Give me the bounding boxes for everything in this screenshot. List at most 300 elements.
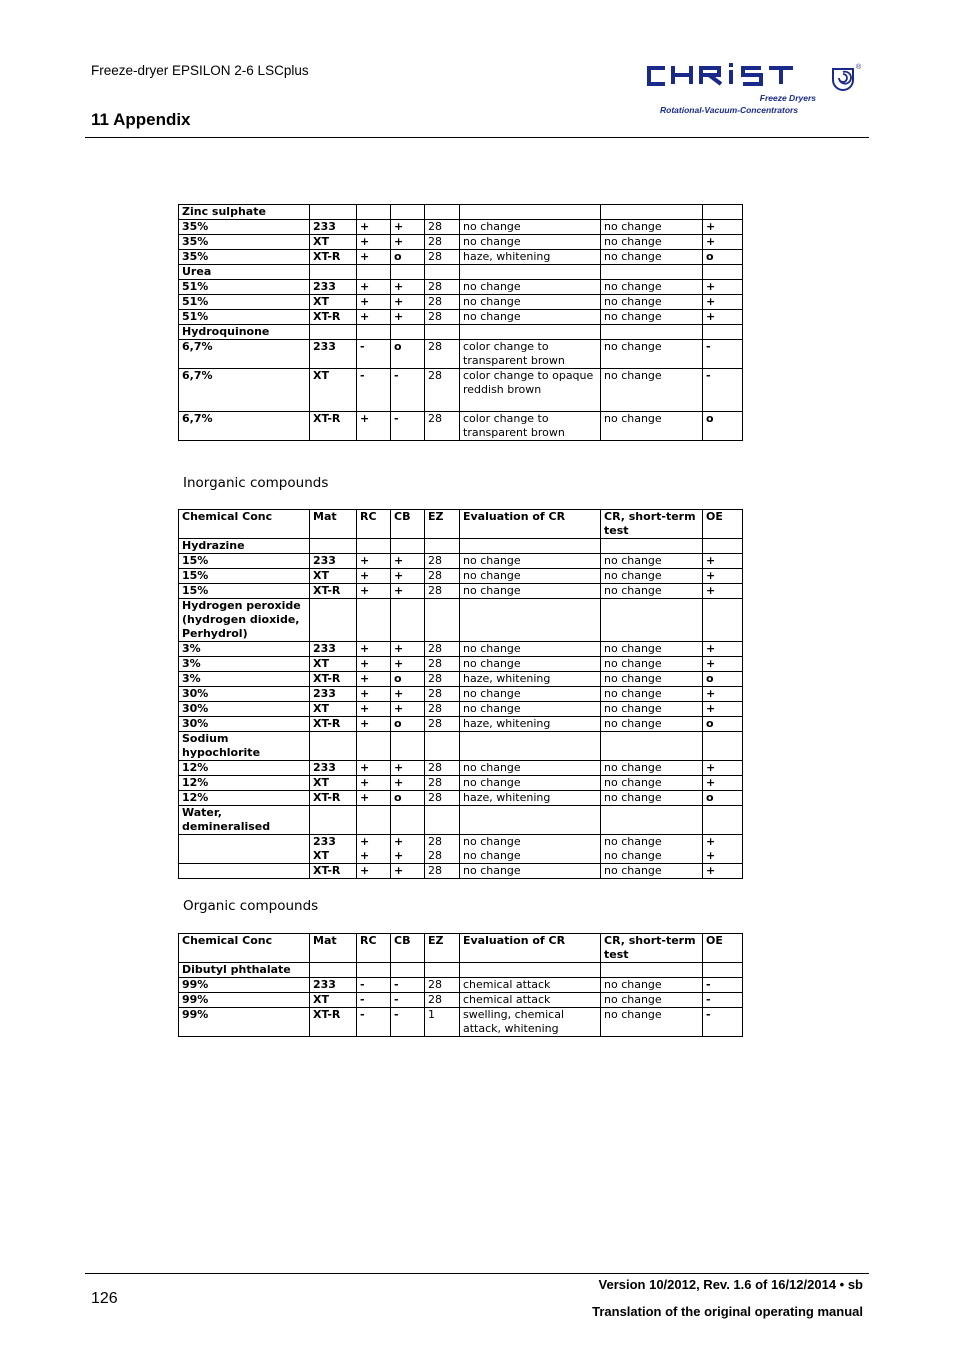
cell-cb: -	[391, 1008, 425, 1037]
group-row	[179, 732, 743, 761]
cell-cb	[391, 732, 425, 761]
cell-cr-short-term-test: no change	[601, 412, 703, 441]
cell-evaluation-of-cr	[460, 732, 601, 761]
cell-evaluation-of-cr: no change	[460, 569, 601, 584]
cell-chemical-conc: Chemical Conc	[179, 934, 310, 963]
cell-evaluation-of-cr: no change	[460, 280, 601, 295]
cell-cr-short-term-test: no change	[601, 702, 703, 717]
cell-cb: +	[391, 569, 425, 584]
cell-mat	[310, 325, 357, 340]
cell-cr-short-term-test: no change	[601, 280, 703, 295]
cell-rc: +	[357, 717, 391, 732]
cell-mat: XT-R	[310, 310, 357, 325]
cell-cr-short-term-test	[601, 963, 703, 978]
cell-cr-short-term-test: no change	[601, 791, 703, 806]
cell-mat: XT-R	[310, 250, 357, 265]
table-row	[179, 657, 743, 672]
cell-chemical-conc: Hydrazine	[179, 539, 310, 554]
cell-cb: CB	[391, 934, 425, 963]
cell-evaluation-of-cr: chemical attack	[460, 993, 601, 1008]
cell-evaluation-of-cr	[460, 806, 601, 835]
table-row	[179, 672, 743, 687]
cell-chemical-conc: 30%	[179, 702, 310, 717]
cell-oe: +	[703, 554, 743, 569]
cell-oe	[703, 539, 743, 554]
cell-oe	[703, 732, 743, 761]
cell-evaluation-of-cr: swelling, chemical attack, whitening	[460, 1008, 601, 1037]
cell-mat: XT	[310, 702, 357, 717]
cell-cr-short-term-test: no change	[601, 993, 703, 1008]
cell-mat: 233	[310, 978, 357, 993]
cell-cr-short-term-test: no change	[601, 584, 703, 599]
cell-evaluation-of-cr: no change	[460, 235, 601, 250]
table-row	[179, 642, 743, 657]
table-row	[179, 280, 743, 295]
cell-oe: -	[703, 340, 743, 369]
cell-chemical-conc: Hydroquinone	[179, 325, 310, 340]
cell-rc: +	[357, 295, 391, 310]
cell-ez: EZ	[425, 510, 460, 539]
cell-ez: 28	[425, 657, 460, 672]
cell-cb: +	[391, 220, 425, 235]
cell-cb: o	[391, 717, 425, 732]
cell-rc	[357, 539, 391, 554]
cell-evaluation-of-cr: haze, whitening	[460, 672, 601, 687]
cell-mat: 233 XT	[310, 835, 357, 864]
cell-oe: +	[703, 220, 743, 235]
cell-chemical-conc	[179, 864, 310, 879]
table-row	[179, 687, 743, 702]
table-header-row	[179, 510, 743, 539]
cell-cr-short-term-test: no change	[601, 717, 703, 732]
table-row	[179, 369, 743, 412]
registered-mark: ®	[856, 64, 862, 71]
cell-cb	[391, 325, 425, 340]
header-rule	[85, 137, 869, 138]
cell-chemical-conc	[179, 835, 310, 864]
cell-ez	[425, 539, 460, 554]
table-row	[179, 412, 743, 441]
cell-cr-short-term-test: no change	[601, 369, 703, 412]
cell-evaluation-of-cr: no change	[460, 642, 601, 657]
cell-evaluation-of-cr: no change	[460, 761, 601, 776]
cell-cr-short-term-test: CR, short-term test	[601, 934, 703, 963]
cell-mat: XT	[310, 657, 357, 672]
table-row	[179, 864, 743, 879]
table-row	[179, 295, 743, 310]
cell-chemical-conc: 35%	[179, 250, 310, 265]
cell-cr-short-term-test: no change	[601, 657, 703, 672]
cell-cr-short-term-test	[601, 732, 703, 761]
cell-ez	[425, 325, 460, 340]
cell-rc: +	[357, 864, 391, 879]
organic-compounds-table	[178, 933, 743, 1037]
cell-oe: +	[703, 776, 743, 791]
cell-evaluation-of-cr	[460, 539, 601, 554]
cell-rc	[357, 599, 391, 642]
group-row	[179, 539, 743, 554]
cell-oe: o	[703, 250, 743, 265]
cell-rc	[357, 806, 391, 835]
cell-rc: +	[357, 642, 391, 657]
cell-mat	[310, 806, 357, 835]
cell-rc: + +	[357, 835, 391, 864]
cell-evaluation-of-cr	[460, 325, 601, 340]
cell-chemical-conc: 51%	[179, 280, 310, 295]
cell-ez: 28	[425, 642, 460, 657]
cell-ez: 28	[425, 295, 460, 310]
cell-rc	[357, 963, 391, 978]
cell-ez: 28	[425, 584, 460, 599]
cell-oe: OE	[703, 510, 743, 539]
cell-cb: -	[391, 412, 425, 441]
cell-rc: +	[357, 554, 391, 569]
cell-rc: -	[357, 369, 391, 412]
cell-cb: +	[391, 687, 425, 702]
cell-mat: 233	[310, 554, 357, 569]
cell-cr-short-term-test: no change	[601, 776, 703, 791]
cell-ez: 28	[425, 776, 460, 791]
cell-oe: -	[703, 978, 743, 993]
cell-rc: -	[357, 978, 391, 993]
cell-chemical-conc: Sodium hypochlorite	[179, 732, 310, 761]
cell-rc	[357, 205, 391, 220]
cell-evaluation-of-cr: no change	[460, 310, 601, 325]
cell-chemical-conc: 15%	[179, 569, 310, 584]
cell-ez: 28	[425, 717, 460, 732]
cell-mat: XT	[310, 569, 357, 584]
cell-cr-short-term-test: no change	[601, 761, 703, 776]
document-title: Freeze-dryer EPSILON 2-6 LSCplus	[91, 63, 309, 78]
christ-wordmark	[643, 62, 823, 92]
inorganic-compounds-table	[178, 509, 743, 879]
group-row	[179, 963, 743, 978]
cell-cb: +	[391, 584, 425, 599]
cell-ez: 1	[425, 1008, 460, 1037]
cell-cb: o	[391, 672, 425, 687]
cell-cb: +	[391, 295, 425, 310]
cell-cb: +	[391, 761, 425, 776]
cell-oe: -	[703, 369, 743, 412]
cell-cr-short-term-test: no change	[601, 1008, 703, 1037]
cell-rc: +	[357, 584, 391, 599]
cell-cb	[391, 205, 425, 220]
cell-ez	[425, 806, 460, 835]
cell-cb: -	[391, 993, 425, 1008]
cell-cb: +	[391, 776, 425, 791]
table-row	[179, 776, 743, 791]
cell-mat: XT-R	[310, 864, 357, 879]
cell-ez: 28	[425, 310, 460, 325]
cell-chemical-conc: 6,7%	[179, 340, 310, 369]
table-row	[179, 235, 743, 250]
cell-cr-short-term-test: no change	[601, 250, 703, 265]
cell-cb: +	[391, 657, 425, 672]
table-row	[179, 569, 743, 584]
cell-rc: +	[357, 220, 391, 235]
cell-ez: 28	[425, 554, 460, 569]
cell-mat: 233	[310, 220, 357, 235]
cell-cb: +	[391, 235, 425, 250]
resistance-table-continued	[178, 204, 743, 441]
table-row	[179, 993, 743, 1008]
group-row	[179, 265, 743, 280]
cell-evaluation-of-cr	[460, 205, 601, 220]
cell-evaluation-of-cr: no change	[460, 295, 601, 310]
cell-rc: +	[357, 657, 391, 672]
cell-chemical-conc: 3%	[179, 672, 310, 687]
cell-evaluation-of-cr	[460, 599, 601, 642]
cell-cb: +	[391, 642, 425, 657]
cell-oe: +	[703, 569, 743, 584]
cell-rc	[357, 732, 391, 761]
cell-cb	[391, 806, 425, 835]
cell-rc	[357, 265, 391, 280]
cell-chemical-conc: 15%	[179, 584, 310, 599]
cell-mat	[310, 205, 357, 220]
cell-chemical-conc: 30%	[179, 717, 310, 732]
cell-cr-short-term-test: no change	[601, 687, 703, 702]
cell-rc: +	[357, 250, 391, 265]
cell-ez: 28	[425, 235, 460, 250]
table-row	[179, 310, 743, 325]
cell-ez: EZ	[425, 934, 460, 963]
cell-oe: o	[703, 412, 743, 441]
footer-rule	[85, 1273, 869, 1274]
cell-cr-short-term-test: no change	[601, 642, 703, 657]
cell-ez: 28 28	[425, 835, 460, 864]
cell-chemical-conc: 3%	[179, 657, 310, 672]
cell-evaluation-of-cr: no change	[460, 554, 601, 569]
cell-cr-short-term-test: no change	[601, 295, 703, 310]
cell-rc: +	[357, 687, 391, 702]
cell-mat: XT-R	[310, 1008, 357, 1037]
table-row	[179, 340, 743, 369]
cell-cr-short-term-test: no change	[601, 864, 703, 879]
cell-mat: XT	[310, 295, 357, 310]
cell-oe: -	[703, 993, 743, 1008]
cell-evaluation-of-cr: no change	[460, 657, 601, 672]
cell-cb: -	[391, 978, 425, 993]
cell-cr-short-term-test: no change	[601, 978, 703, 993]
cell-oe	[703, 325, 743, 340]
cell-oe: +	[703, 864, 743, 879]
cell-oe	[703, 205, 743, 220]
cell-evaluation-of-cr: color change to transparent brown	[460, 412, 601, 441]
cell-mat: 233	[310, 280, 357, 295]
cell-mat: 233	[310, 642, 357, 657]
cell-mat	[310, 732, 357, 761]
cell-mat: XT-R	[310, 412, 357, 441]
cell-ez	[425, 265, 460, 280]
cell-rc: RC	[357, 934, 391, 963]
cell-evaluation-of-cr: no change no change	[460, 835, 601, 864]
cell-evaluation-of-cr: no change	[460, 687, 601, 702]
cell-chemical-conc: 3%	[179, 642, 310, 657]
cell-chemical-conc: 51%	[179, 295, 310, 310]
cell-cb: + +	[391, 835, 425, 864]
cell-ez: 28	[425, 340, 460, 369]
cell-mat: XT-R	[310, 717, 357, 732]
cell-chemical-conc: 99%	[179, 978, 310, 993]
organic-compounds-title: Organic compounds	[183, 898, 319, 914]
cell-mat: XT-R	[310, 672, 357, 687]
cell-cr-short-term-test: CR, short-term test	[601, 510, 703, 539]
cell-mat: Mat	[310, 934, 357, 963]
cell-oe: +	[703, 310, 743, 325]
cell-oe: +	[703, 761, 743, 776]
cell-ez: 28	[425, 702, 460, 717]
table-header-row	[179, 934, 743, 963]
cell-ez: 28	[425, 250, 460, 265]
group-row	[179, 325, 743, 340]
cell-cb: +	[391, 280, 425, 295]
cell-rc: RC	[357, 510, 391, 539]
cell-ez: 28	[425, 280, 460, 295]
cell-evaluation-of-cr: no change	[460, 776, 601, 791]
cell-chemical-conc: 6,7%	[179, 412, 310, 441]
cell-cb	[391, 963, 425, 978]
section-title: 11 Appendix	[91, 110, 191, 129]
cell-rc: +	[357, 776, 391, 791]
cell-mat: XT	[310, 369, 357, 412]
cell-oe: OE	[703, 934, 743, 963]
cell-cb: o	[391, 791, 425, 806]
logo-tagline-rvc: Rotational-Vacuum-Concentrators	[660, 105, 799, 115]
cell-chemical-conc: Water, demineralised	[179, 806, 310, 835]
cell-mat: 233	[310, 687, 357, 702]
table-row	[179, 761, 743, 776]
cell-chemical-conc: 6,7%	[179, 369, 310, 412]
cell-evaluation-of-cr: no change	[460, 864, 601, 879]
cell-oe: o	[703, 717, 743, 732]
table-row	[179, 717, 743, 732]
cell-evaluation-of-cr: haze, whitening	[460, 791, 601, 806]
cell-oe	[703, 265, 743, 280]
cell-oe: -	[703, 1008, 743, 1037]
cell-evaluation-of-cr: no change	[460, 220, 601, 235]
cell-cr-short-term-test: no change	[601, 569, 703, 584]
cell-chemical-conc: 99%	[179, 993, 310, 1008]
cell-ez: 28	[425, 864, 460, 879]
cell-ez: 28	[425, 687, 460, 702]
cell-chemical-conc: Dibutyl phthalate	[179, 963, 310, 978]
cell-ez: 28	[425, 978, 460, 993]
cell-cb: o	[391, 250, 425, 265]
inorganic-compounds-title: Inorganic compounds	[183, 475, 329, 491]
table-row	[179, 978, 743, 993]
cell-chemical-conc: Chemical Conc	[179, 510, 310, 539]
cell-cr-short-term-test	[601, 806, 703, 835]
table-row	[179, 250, 743, 265]
cell-evaluation-of-cr: color change to transparent brown	[460, 340, 601, 369]
cell-evaluation-of-cr: haze, whitening	[460, 717, 601, 732]
cell-ez: 28	[425, 993, 460, 1008]
cell-mat: XT-R	[310, 791, 357, 806]
cell-rc: +	[357, 791, 391, 806]
cell-cb: -	[391, 369, 425, 412]
cell-ez: 28	[425, 369, 460, 412]
cell-ez	[425, 599, 460, 642]
cell-cr-short-term-test: no change	[601, 235, 703, 250]
table-row	[179, 1008, 743, 1037]
cell-cb: +	[391, 310, 425, 325]
table-row	[179, 702, 743, 717]
cell-oe: o	[703, 672, 743, 687]
cell-evaluation-of-cr	[460, 963, 601, 978]
cell-rc: +	[357, 672, 391, 687]
version-info: Version 10/2012, Rev. 1.6 of 16/12/2014 • sb	[598, 1277, 863, 1292]
cell-cb: +	[391, 554, 425, 569]
cell-oe: +	[703, 642, 743, 657]
cell-evaluation-of-cr: Evaluation of CR	[460, 934, 601, 963]
cell-mat	[310, 539, 357, 554]
cell-rc: +	[357, 412, 391, 441]
christ-logo	[640, 62, 868, 120]
cell-cb: +	[391, 702, 425, 717]
cell-mat: XT	[310, 993, 357, 1008]
translation-note: Translation of the original operating manual	[592, 1304, 863, 1319]
table-row	[179, 835, 743, 864]
cell-evaluation-of-cr: haze, whitening	[460, 250, 601, 265]
cell-cb	[391, 599, 425, 642]
table-row	[179, 791, 743, 806]
cell-mat: XT	[310, 776, 357, 791]
cell-oe: + +	[703, 835, 743, 864]
cell-mat	[310, 265, 357, 280]
cell-rc: +	[357, 761, 391, 776]
cell-ez: 28	[425, 791, 460, 806]
cell-chemical-conc: 12%	[179, 761, 310, 776]
cell-mat: 233	[310, 340, 357, 369]
cell-cb	[391, 265, 425, 280]
cell-chemical-conc: 12%	[179, 791, 310, 806]
cell-cr-short-term-test	[601, 599, 703, 642]
cell-chemical-conc: 51%	[179, 310, 310, 325]
cell-ez: 28	[425, 761, 460, 776]
page-number: 126	[91, 1290, 118, 1307]
cell-chemical-conc: 35%	[179, 235, 310, 250]
cell-chemical-conc: 15%	[179, 554, 310, 569]
cell-mat	[310, 599, 357, 642]
cell-rc: -	[357, 1008, 391, 1037]
table-row	[179, 554, 743, 569]
cell-ez	[425, 205, 460, 220]
cell-cr-short-term-test	[601, 539, 703, 554]
cell-chemical-conc: 35%	[179, 220, 310, 235]
cell-chemical-conc: Zinc sulphate	[179, 205, 310, 220]
cell-oe: +	[703, 295, 743, 310]
cell-cr-short-term-test: no change	[601, 220, 703, 235]
cell-chemical-conc: 30%	[179, 687, 310, 702]
cell-cb: CB	[391, 510, 425, 539]
cell-oe: +	[703, 687, 743, 702]
cell-cb: o	[391, 340, 425, 369]
cell-cb	[391, 539, 425, 554]
cell-oe	[703, 963, 743, 978]
cell-rc: +	[357, 702, 391, 717]
cell-oe: +	[703, 657, 743, 672]
cell-oe: +	[703, 584, 743, 599]
cell-mat: Mat	[310, 510, 357, 539]
group-row	[179, 205, 743, 220]
cell-rc: -	[357, 993, 391, 1008]
cell-cr-short-term-test: no change	[601, 672, 703, 687]
cell-ez	[425, 732, 460, 761]
cell-rc: -	[357, 340, 391, 369]
cell-rc: +	[357, 569, 391, 584]
cell-cr-short-term-test: no change	[601, 310, 703, 325]
